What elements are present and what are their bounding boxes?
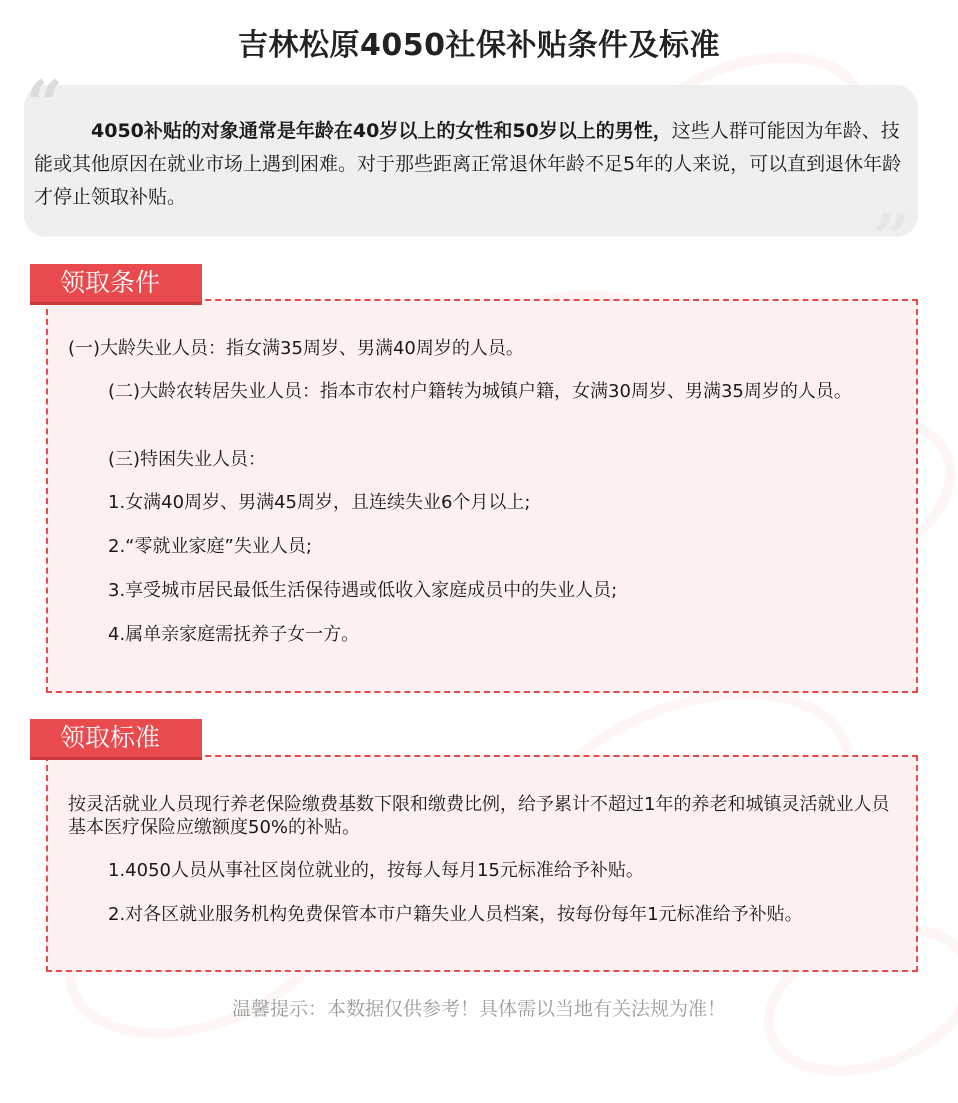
intro-rest-text: 这些人群可能因为年龄、技能或其他原因在就业市场上遇到困难。对于那些距离正常退休年龄不足5年的人来说，可以直到退休年龄才停止领取补贴。 [34,120,902,208]
condition-item: (二)大龄农转居失业人员：指本市农村户籍转为城镇户籍，女满30周岁、男满35周岁的人员。 [108,381,852,402]
condition-item: (三)特困失业人员： [108,449,267,470]
conditions-box [46,299,918,693]
standard-item: 1.4050人员从事社区岗位就业的，按每人每月15元标准给予补贴。 [108,860,644,881]
standard-item: 按灵活就业人员现行养老保险缴费基数下限和缴费比例，给予累计不超过1年的养老和城镇灵活就业人员基本医疗保险应缴额度50%的补贴。 [68,794,890,838]
page-title: 吉林松原4050社保补贴条件及标准 [238,28,720,63]
condition-item: (一)大龄失业人员：指女满35周岁、男满40周岁的人员。 [68,338,524,359]
intro-paragraph [34,115,906,214]
footer-note: 温馨提示：本数据仅供参考！具体需以当地有关法规为准！ [231,998,726,1020]
standards-heading: 领取标准 [30,719,202,757]
conditions-heading: 领取条件 [30,264,202,302]
open-quote-icon: “ [26,67,63,142]
condition-item: 3.享受城市居民最低生活保待遇或低收入家庭成员中的失业人员; [108,580,618,601]
intro-box [24,67,918,276]
close-quote-icon: ” [873,201,910,276]
condition-item: 4.属单亲家庭需抚养子女一方。 [108,624,360,645]
standards-box [46,755,918,972]
standard-item: 2.对各区就业服务机构免费保管本市户籍失业人员档案，按每份每年1元标准给予补贴。 [108,904,803,925]
condition-item: 2.“零就业家庭”失业人员; [108,536,312,557]
condition-item: 1.女满40周岁、男满45周岁，且连续失业6个月以上; [108,492,531,513]
intro-bold-text: 4050补贴的对象通常是年龄在40岁以上的女性和50岁以上的男性， [91,120,672,142]
